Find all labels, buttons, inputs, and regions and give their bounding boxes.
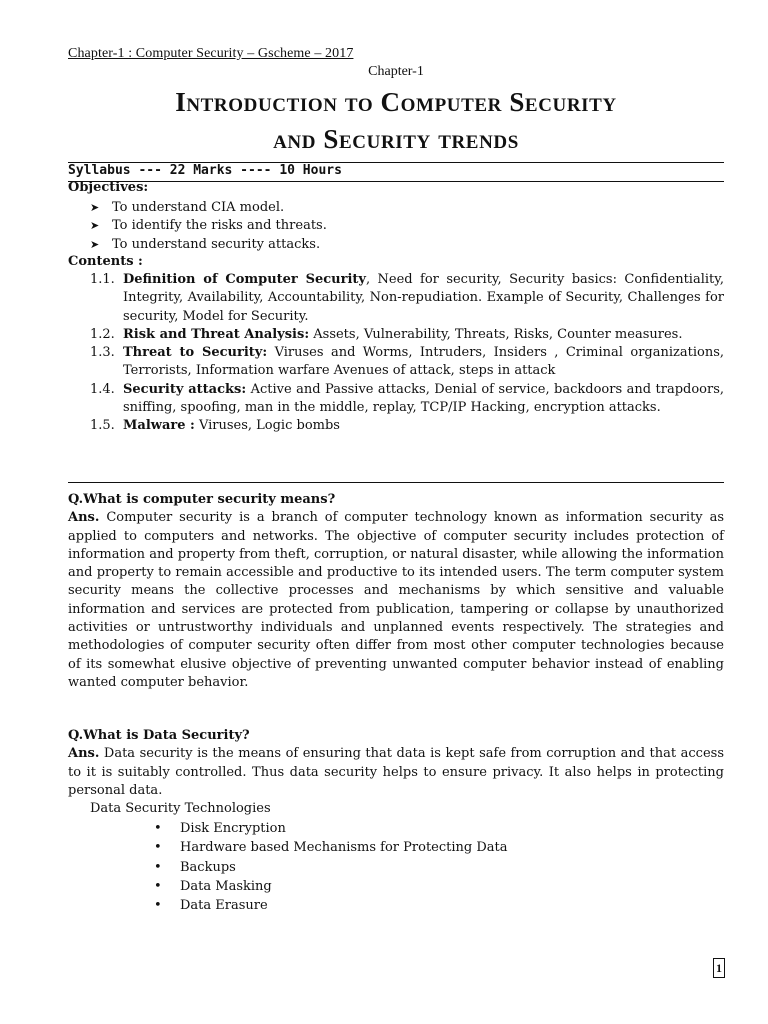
qa-computer-security <box>68 491 724 692</box>
document-page <box>68 0 724 1024</box>
question-heading: Q.What is Data Security? <box>68 728 250 743</box>
running-header: Chapter-1 : Computer Security – Gscheme – 2017 <box>68 46 354 61</box>
contents-item: 1.4. Security attacks: Active and Passive attacks, Denial of service, backdoors and trapdoors, sniffing, spoofing, man in the middle, replay, TCP/IP Hacking, encryption attacks. <box>90 381 725 416</box>
bullet-icon: • <box>154 898 162 914</box>
list-item: • Backups <box>154 858 508 877</box>
contents-list <box>90 271 724 436</box>
bullet-icon: • <box>154 840 162 856</box>
page-title <box>68 84 724 158</box>
title-line-1: Introduction to Computer Security <box>175 87 617 117</box>
contents-item: 1.2. Risk and Threat Analysis: Assets, Vulnerability, Threats, Risks, Counter measures. <box>90 326 683 342</box>
technologies-list <box>154 819 508 915</box>
technologies-label: Data Security Technologies <box>90 801 271 816</box>
question-heading: Q.What is computer security means? <box>68 492 336 507</box>
answer-paragraph: Ans. Computer security is a branch of computer technology known as information security as applied to computers and networks. The objective of computer security includes protection of information and property from theft, corruption, or natural disaster, while allowing the information and property to remain accessible and productive to its intended users. The term computer system security means the collective processes and mechanisms by which sensitive and valuable information and services are protected from publication, tampering or collapse by unauthorized activities or untrustworthy individuals and unplanned events respectively. The strategies and methodologies of computer security often differ from most other computer technologies because of its somewhat elusive objective of preventing unwanted computer behavior instead of enabling wanted computer behavior. <box>68 510 724 690</box>
bullet-icon: • <box>154 878 162 894</box>
contents-item: 1.5. Malware : Viruses, Logic bombs <box>90 418 340 434</box>
list-item: • Disk Encryption <box>154 819 508 838</box>
objectives-heading: Objectives: <box>68 180 149 195</box>
arrow-bullet-icon: ➤ <box>90 219 100 233</box>
objective-item: ➤ To understand CIA model. <box>90 199 327 217</box>
contents-item: 1.3. Threat to Security: Viruses and Worms, Intruders, Insiders , Criminal organizations, Terrorists, Information warfare Avenues of attack, steps in attack <box>90 345 724 379</box>
objective-item: ➤ To identify the risks and threats. <box>90 217 327 235</box>
list-item: • Data Masking <box>154 877 508 896</box>
qa-data-security <box>68 727 724 800</box>
objective-item: ➤ To understand security attacks. <box>90 236 327 254</box>
bullet-icon: • <box>154 859 162 875</box>
contents-item: 1.1. Definition of Computer Security, Need for security, Security basics: Confidentiality, Integrity, Availability, Accountability, Non-repudiation. Example of Security, Challenges for security, Model for Security. <box>90 272 725 324</box>
syllabus-line: Syllabus --- 22 Marks ---- 10 Hours <box>68 163 342 178</box>
divider-syllabus <box>68 181 724 182</box>
objectives-list <box>90 199 327 254</box>
bullet-icon: • <box>154 821 162 836</box>
answer-paragraph: Ans. Data security is the means of ensuring that data is kept safe from corruption and that access to it is suitably controlled. Thus data security helps to ensure privacy. It also helps in protecting personal data. <box>68 746 724 798</box>
list-item: • Data Erasure <box>154 896 508 915</box>
list-item: • Hardware based Mechanisms for Protecting Data <box>154 838 508 857</box>
page-number: 1 <box>713 958 725 978</box>
chapter-label: Chapter-1 <box>368 64 424 79</box>
title-line-2: and Security trends <box>273 124 519 154</box>
arrow-bullet-icon: ➤ <box>90 237 100 251</box>
arrow-bullet-icon: ➤ <box>90 201 100 214</box>
contents-heading: Contents : <box>68 254 143 269</box>
divider-contents <box>68 482 724 483</box>
